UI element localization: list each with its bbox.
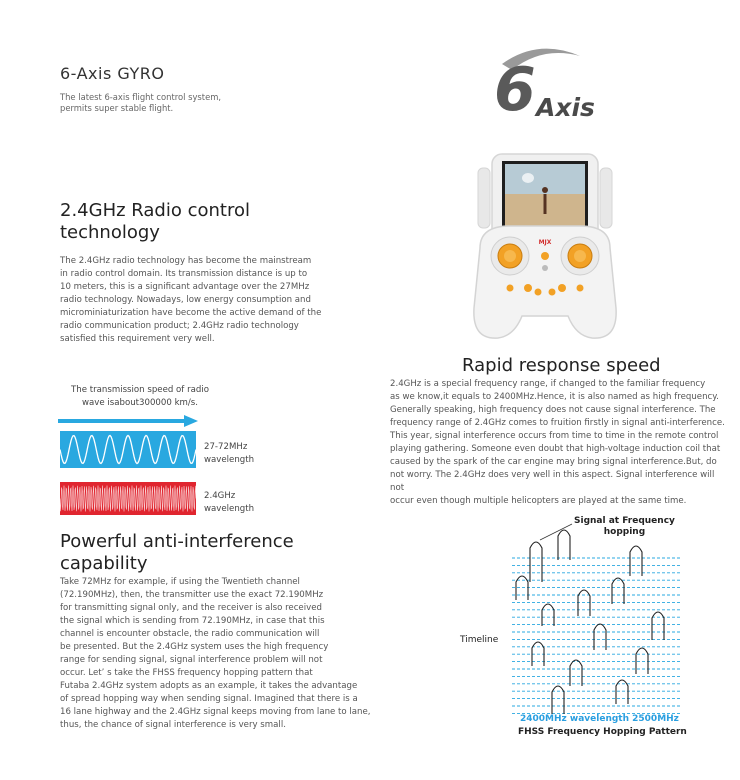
- radio-body-line: The 2.4GHz radio technology has become the mainstream: [60, 256, 312, 266]
- rapid-body-line: playing gathering. Someone even doubt that high-voltage induction coil that: [390, 444, 721, 454]
- fhss-hop-peak: [558, 530, 570, 560]
- fhss-timeline-label: Timeline: [460, 635, 499, 645]
- fhss-hop-peak: [652, 612, 664, 640]
- blue-wave-label-line2: wavelength: [204, 455, 255, 465]
- fhss-caption: FHSS Frequency Hopping Pattern: [518, 727, 687, 737]
- fhss-lane-lines: [512, 558, 682, 713]
- fhss-hop-peak: [630, 546, 642, 576]
- logo-number: 6: [494, 55, 536, 125]
- six-axis-logo: [480, 40, 610, 125]
- rapid-body-line: frequency range of 2.4GHz comes to fruition firstly in signal anti-interference.: [390, 418, 725, 428]
- fhss-diagram: [500, 518, 690, 714]
- anti-body-line: Futaba 2.4GHz system adopts as an example, it takes the advantage: [60, 681, 358, 691]
- rapid-body-line: caused by the spark of the car engine may bring signal interference.But, do: [390, 457, 717, 467]
- rapid-body-line: occur even though multiple helicopters are played at the same time.: [390, 496, 687, 506]
- fhss-hop-peak: [636, 648, 648, 674]
- blue-wave-label: [204, 441, 254, 467]
- gyro-title: 6-Axis GYRO: [60, 64, 165, 83]
- red-wave-graphic: [60, 482, 196, 515]
- fhss-hop-peak: [578, 590, 590, 616]
- red-wave-label-line2: wavelength: [204, 504, 255, 514]
- radio-body-line: microminiaturization have become the active demand of the: [60, 308, 322, 318]
- logo-word: Axis: [536, 93, 595, 122]
- controller-brand: MJX: [538, 239, 552, 246]
- rapid-body-line: as we know,it equals to 2400MHz.Hence, it is also named as high frequency.: [390, 392, 719, 402]
- logo-swoosh-icon: [480, 40, 610, 125]
- rapid-body-line: Generally speaking, high frequency does not cause signal interference. The: [390, 405, 716, 415]
- wave-speed-line1: The transmission speed of radio: [71, 385, 209, 395]
- red-wave-label-line1: 2.4GHz: [204, 491, 236, 501]
- rapid-title: Rapid response speed: [462, 355, 661, 376]
- remote-controller-image: [470, 148, 620, 348]
- blue-wave-label-line1: 27-72MHz: [204, 442, 248, 452]
- fhss-hop-peak: [594, 624, 606, 650]
- rapid-body-line: not worry. The 2.4GHz does very well in this aspect. Signal interference will not: [390, 470, 715, 493]
- red-wave-label: [204, 490, 254, 516]
- anti-title: [60, 531, 294, 575]
- direction-arrow-icon: [58, 414, 198, 428]
- fhss-hop-peak: [612, 578, 624, 604]
- anti-title-line2: capability: [60, 553, 148, 574]
- anti-body-line: occur. Let’ s take the FHSS frequency hopping pattern that: [60, 668, 313, 678]
- fhss-hop-peak: [542, 604, 554, 626]
- radio-title: [60, 200, 250, 244]
- anti-body-line: channel is encounter obstacle, the radio communication will: [60, 629, 320, 639]
- fhss-hop-peak: [552, 686, 564, 714]
- radio-body-line: in radio control domain. Its transmission distance is up to: [60, 269, 308, 279]
- rapid-body-line: 2.4GHz is a special frequency range, if changed to the familiar frequency: [390, 379, 706, 389]
- radio-body-line: radio technology. Nowadays, low energy consumption and: [60, 295, 311, 305]
- radio-title-line1: 2.4GHz Radio control: [60, 200, 250, 221]
- radio-title-line2: technology: [60, 222, 160, 243]
- fhss-hop-peak: [570, 660, 582, 686]
- radio-body: [60, 255, 350, 346]
- fhss-hop-peak: [530, 542, 542, 582]
- anti-body-line: range for sending signal, signal interference problem will not: [60, 655, 323, 665]
- anti-body-line: Take 72MHz for example, if using the Twentieth channel: [60, 577, 300, 587]
- anti-body-line: be presented. But the 2.4GHz system uses the high frequency: [60, 642, 329, 652]
- anti-body-line: 16 lane highway and the 2.4GHz signal keeps moving from lane to lane,: [60, 707, 371, 717]
- radio-body-line: satisfied this requirement very well.: [60, 334, 215, 344]
- gyro-description: The latest 6-axis flight control system, permits super stable flight.: [60, 92, 222, 113]
- anti-body-line: thus, the chance of signal interference is very small.: [60, 720, 286, 730]
- wave-speed-text: [60, 384, 220, 410]
- fhss-signal-label-line1: Signal at Frequency: [574, 516, 675, 526]
- radio-body-line: radio communication product; 2.4GHz radio technology: [60, 321, 299, 331]
- rapid-body: [390, 378, 730, 508]
- wave-speed-line2: wave isabout300000 km/s.: [81, 398, 199, 408]
- blue-wave-graphic: [60, 431, 196, 468]
- anti-title-line1: Powerful anti-interference: [60, 531, 294, 552]
- anti-body-line: the signal which is sending from 72.190MHz, in case that this: [60, 616, 325, 626]
- anti-body-line: (72.190MHz), then, the transmitter use the exact 72.190MHz: [60, 590, 324, 600]
- anti-body: [60, 576, 390, 732]
- radio-body-line: 10 meters, this is a significant advantage over the 27MHz: [60, 282, 310, 292]
- anti-body-line: for transmitting signal only, and the receiver is also received: [60, 603, 322, 613]
- fhss-bottom-label: 2400MHz wavelength 2500MHz: [520, 714, 679, 724]
- anti-body-line: of spread hopping way when sending signal. Imagined that there is a: [60, 694, 358, 704]
- fhss-signal-label-line2: hopping: [603, 527, 646, 537]
- rapid-body-line: This year, signal interference occurs from time to time in the remote control: [390, 431, 719, 441]
